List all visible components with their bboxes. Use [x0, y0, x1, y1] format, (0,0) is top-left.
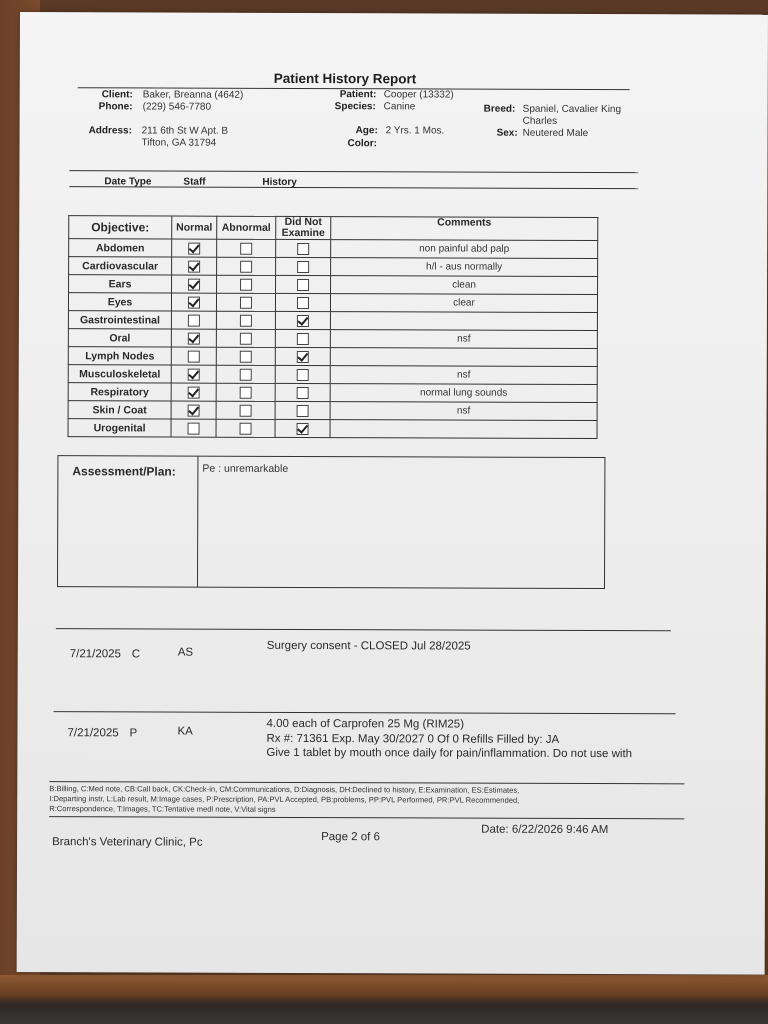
did-not-examine-checkbox[interactable] — [297, 387, 309, 399]
normal-checkbox[interactable] — [188, 368, 200, 380]
objective-row — [68, 311, 597, 331]
normal-checkbox-cell — [172, 239, 217, 257]
normal-checkbox-cell — [171, 329, 216, 347]
did-not-examine-checkbox[interactable] — [297, 369, 309, 381]
objective-row — [68, 401, 597, 421]
abnormal-checkbox[interactable] — [240, 296, 252, 308]
normal-checkbox-cell — [172, 275, 217, 293]
entry-history-line: Surgery consent - CLOSED Jul 28/2025 — [266, 639, 471, 653]
sex-label: Sex: — [496, 127, 518, 139]
entry-type: P — [129, 727, 138, 740]
did-not-examine-checkbox-cell — [275, 347, 330, 365]
did-not-examine-checkbox-cell — [276, 257, 331, 275]
assessment-box — [57, 455, 605, 589]
clinic-name: Branch's Veterinary Clinic, Pc — [52, 836, 203, 849]
dne-header-line1: Did Not — [284, 215, 322, 229]
normal-checkbox-cell — [171, 383, 216, 401]
abnormal-checkbox[interactable] — [240, 386, 252, 398]
entry-history-line: Give 1 tablet by mouth once daily for pain/inflammation. Do not use with — [266, 746, 633, 761]
entry-date: 7/21/2025 — [67, 727, 119, 740]
abnormal-checkbox[interactable] — [240, 350, 252, 362]
history-rule-top — [69, 170, 638, 173]
comments-header: Comments — [331, 217, 598, 241]
objective-row-comment: non painful abd palp — [331, 240, 598, 259]
type-legend — [49, 784, 519, 816]
did-not-examine-checkbox-cell — [275, 293, 330, 311]
objective-row-label: Respiratory — [68, 383, 171, 401]
normal-checkbox-cell — [171, 419, 216, 437]
phone-value: (229) 546-7780 — [142, 101, 212, 113]
abnormal-checkbox[interactable] — [240, 332, 252, 344]
legend-line: R:Correspondence, T:Images, TC:Tentative medl note, V:Vital signs — [49, 804, 276, 814]
page-number: Page 2 of 6 — [321, 831, 380, 844]
normal-checkbox[interactable] — [188, 296, 200, 308]
print-date: Date: 6/22/2026 9:46 AM — [481, 823, 609, 837]
normal-checkbox[interactable] — [188, 260, 200, 272]
objective-row-comment: nsf — [330, 330, 597, 349]
patient-value: Cooper (13332) — [383, 89, 454, 101]
objective-row — [69, 275, 598, 295]
address-label: Address: — [88, 125, 132, 137]
did-not-examine-checkbox[interactable] — [297, 351, 309, 363]
objective-table — [68, 215, 599, 439]
age-value: 2 Yrs. 1 Mos. — [385, 125, 445, 137]
entries-rule-2 — [54, 711, 676, 714]
legend-rule-bottom — [49, 816, 684, 819]
abnormal-checkbox[interactable] — [240, 422, 252, 434]
objective-row-label: Skin / Coat — [68, 401, 171, 419]
normal-checkbox[interactable] — [188, 422, 200, 434]
address-line1: 211 6th St W Apt. B — [141, 125, 229, 137]
normal-checkbox-cell — [171, 311, 216, 329]
objective-row — [68, 365, 597, 385]
normal-checkbox-cell — [171, 401, 216, 419]
objective-header: Objective: — [69, 216, 172, 239]
breed-line2: Charles — [522, 115, 558, 127]
color-label: Color: — [347, 138, 378, 150]
desk-edge — [0, 975, 768, 1024]
abnormal-checkbox-cell — [216, 365, 275, 383]
did-not-examine-checkbox[interactable] — [297, 261, 309, 273]
did-not-examine-checkbox[interactable] — [297, 297, 309, 309]
normal-checkbox[interactable] — [188, 386, 200, 398]
objective-row-label: Lymph Nodes — [68, 347, 171, 365]
objective-row-label: Abdomen — [69, 239, 172, 257]
normal-checkbox[interactable] — [188, 404, 200, 416]
objective-row-comment: normal lung sounds — [330, 384, 597, 403]
normal-checkbox-cell — [171, 293, 216, 311]
objective-row-comment — [330, 348, 597, 367]
objective-row-label: Oral — [68, 329, 171, 347]
entry-history-line: 4.00 each of Carprofen 25 Mg (RIM25) — [266, 717, 465, 731]
patient-label: Patient: — [339, 89, 377, 101]
objective-row-comment — [330, 420, 597, 439]
objective-row-label: Gastrointestinal — [68, 311, 171, 329]
did-not-examine-checkbox[interactable] — [297, 405, 309, 417]
normal-header: Normal — [172, 216, 217, 239]
objective-row — [68, 329, 597, 349]
assessment-divider — [197, 457, 198, 587]
abnormal-checkbox-cell — [217, 239, 276, 257]
objective-row — [69, 239, 598, 259]
report-page — [17, 12, 768, 975]
did-not-examine-checkbox-cell — [275, 383, 330, 401]
address-line2: Tifton, GA 31794 — [141, 137, 217, 149]
did-not-examine-checkbox[interactable] — [297, 315, 309, 327]
breed-line1: Spaniel, Cavalier King — [522, 103, 622, 116]
did-not-examine-checkbox-cell — [276, 275, 331, 293]
entries-rule-1 — [56, 628, 671, 631]
objective-row-comment — [330, 312, 597, 331]
history-rule-bottom — [69, 186, 638, 189]
legend-line: B:Billing, C:Med note, CB:Call back, CK:Check-in, CM:Communications, D:Diagnosis, DH:Declined to history, E:Examination, ES:Estimates, — [49, 784, 520, 795]
did-not-examine-checkbox-cell — [275, 311, 330, 329]
dne-header-line2: Examine — [281, 226, 325, 240]
breed-label: Breed: — [483, 103, 516, 115]
assessment-label: Assessment/Plan: — [72, 464, 176, 479]
objective-row-comment: clear — [330, 294, 597, 313]
objective-row-comment: nsf — [330, 402, 597, 421]
assessment-value: Pe : unremarkable — [202, 462, 289, 475]
objective-row-label: Ears — [69, 275, 172, 293]
abnormal-checkbox-cell — [216, 293, 275, 311]
report-title: Patient History Report — [273, 70, 417, 87]
entry-staff: AS — [177, 646, 194, 659]
abnormal-checkbox-cell — [216, 311, 275, 329]
objective-row-comment: clean — [331, 276, 598, 295]
did-not-examine-checkbox[interactable] — [297, 423, 309, 435]
objective-row — [68, 293, 597, 313]
abnormal-checkbox[interactable] — [240, 242, 252, 254]
entry-history-line: Rx #: 71361 Exp. May 30/2027 0 Of 0 Refills Filled by: JA — [266, 732, 560, 746]
abnormal-checkbox-cell — [217, 257, 276, 275]
did-not-examine-header — [276, 216, 331, 239]
did-not-examine-checkbox-cell — [275, 419, 330, 437]
normal-checkbox-cell — [171, 347, 216, 365]
did-not-examine-checkbox-cell — [275, 401, 330, 419]
abnormal-checkbox[interactable] — [240, 278, 252, 290]
species-label: Species: — [334, 101, 376, 113]
normal-checkbox[interactable] — [188, 350, 200, 362]
abnormal-checkbox-cell — [216, 419, 275, 437]
abnormal-checkbox-cell — [216, 347, 275, 365]
abnormal-checkbox-cell — [216, 401, 275, 419]
did-not-examine-checkbox[interactable] — [297, 279, 309, 291]
objective-row-label: Eyes — [68, 293, 171, 311]
age-label: Age: — [355, 125, 378, 137]
abnormal-checkbox[interactable] — [240, 260, 252, 272]
entry-date: 7/21/2025 — [69, 648, 121, 661]
phone-label: Phone: — [98, 101, 133, 113]
normal-checkbox-cell — [171, 365, 216, 383]
abnormal-checkbox[interactable] — [240, 404, 252, 416]
did-not-examine-checkbox-cell — [276, 239, 331, 257]
client-value: Baker, Breanna (4642) — [142, 89, 244, 101]
objective-row-label: Cardiovascular — [69, 257, 172, 275]
abnormal-checkbox[interactable] — [240, 368, 252, 380]
abnormal-checkbox-cell — [216, 329, 275, 347]
normal-checkbox[interactable] — [188, 242, 200, 254]
entry-type: C — [131, 648, 141, 661]
objective-row-label: Musculoskeletal — [68, 365, 171, 383]
species-value: Canine — [383, 101, 416, 113]
did-not-examine-checkbox[interactable] — [297, 243, 309, 255]
objective-row-comment: nsf — [330, 366, 597, 385]
objective-row — [68, 419, 597, 439]
history-header-history: History — [262, 176, 297, 188]
abnormal-checkbox-cell — [216, 383, 275, 401]
normal-checkbox-cell — [172, 257, 217, 275]
did-not-examine-checkbox-cell — [275, 329, 330, 347]
abnormal-header: Abnormal — [217, 216, 276, 239]
objective-row-comment: h/l - aus normally — [331, 258, 598, 277]
did-not-examine-checkbox-cell — [275, 365, 330, 383]
normal-checkbox[interactable] — [188, 278, 200, 290]
objective-row — [68, 383, 597, 403]
history-header-date-type: Date Type — [104, 176, 152, 188]
client-label: Client: — [101, 89, 133, 101]
abnormal-checkbox[interactable] — [240, 314, 252, 326]
normal-checkbox[interactable] — [188, 332, 200, 344]
objective-row — [68, 347, 597, 367]
abnormal-checkbox-cell — [217, 275, 276, 293]
objective-row — [69, 257, 598, 277]
legend-line: I:Departing instr, L:Lab result, M:Image cases, P:Prescription, PA:PVL Accepted, PB:problems, PP:PVL Performed, PR:PVL Recommended, — [49, 794, 520, 805]
entry-staff: KA — [177, 725, 193, 738]
normal-checkbox[interactable] — [188, 314, 200, 326]
objective-row-label: Urogenital — [68, 419, 171, 437]
did-not-examine-checkbox[interactable] — [297, 333, 309, 345]
history-header-staff: Staff — [183, 176, 206, 188]
sex-value: Neutered Male — [522, 127, 589, 139]
